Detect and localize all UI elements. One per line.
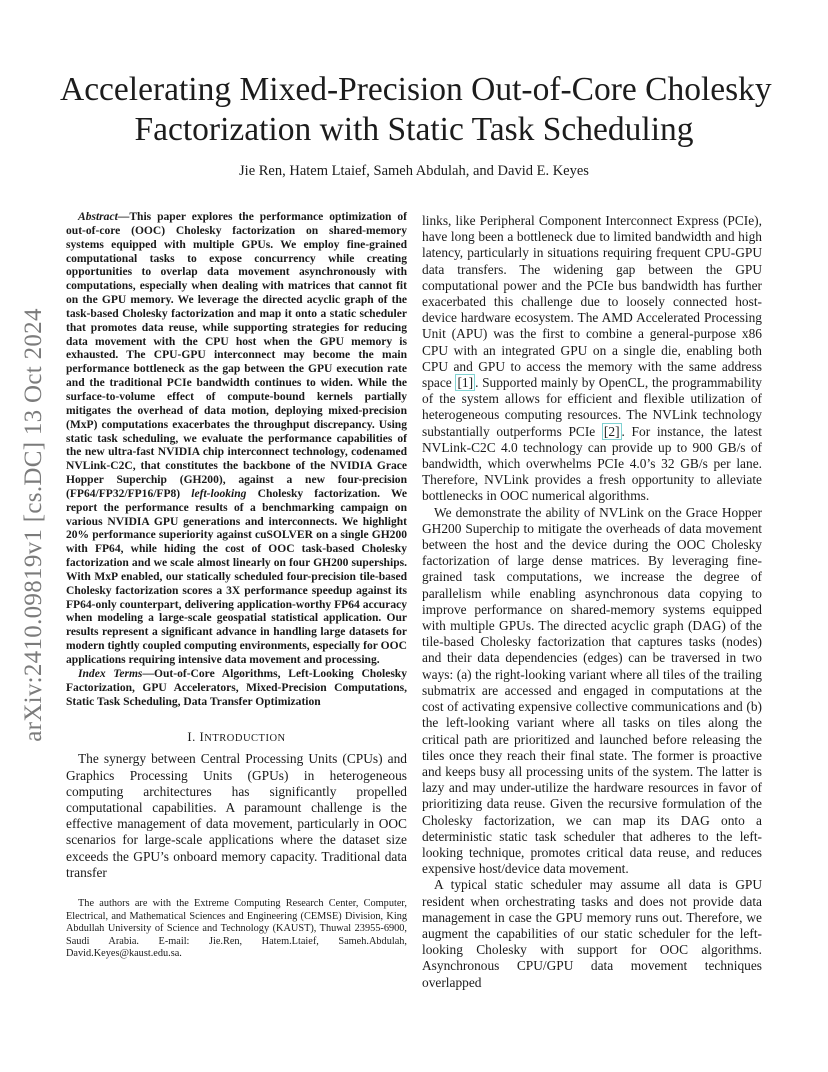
abstract-label: Abstract	[78, 211, 118, 223]
title-line-2: Factorization with Static Task Scheduling	[134, 111, 694, 148]
abstract-paragraph	[66, 211, 407, 668]
section-number: I.	[187, 730, 196, 745]
section-heading-introduction	[66, 730, 407, 745]
abstract-italic-term: left-looking	[191, 487, 247, 500]
abstract-text-part2: Cholesky factorization. We report the performance results of a benchmarking campaign on various NVIDIA GPU generations and interconnects. We highlight 20% performance superiority against cuSOLVER on a single GH200 with FP64, while hiding the cost of OOC task-based Cholesky factorization and we scale almost linearly on four GH200 superships. With MxP enabled, our statically scheduled four-precision tile-based Cholesky factorization scores a 3X performance speedup against its FP64-only counterpart, delivering application-worthy FP64 accuracy when modeling a large-scale geospatial statistical application. Our results represent a significant advance in handling large datasets for modern tightly coupled computing environments, especially for OOC applications requiring intensive data movement and processing.	[66, 487, 407, 666]
intro-paragraph-continued	[422, 213, 762, 505]
index-terms	[66, 668, 407, 710]
footnote-text: The authors are with the Extreme Computing Research Center, Computer, Electrical, and Mathematical Sciences and Engineering (CEMSE) Division, King Abdullah University of Science and Technology (KAUST), Thuwal 23955-6900, Saudi Arabia. E-mail: Jie.Ren, Hatem.Ltaief, Sameh.Abdulah, David.Keyes@kaust.edu.sa.	[66, 898, 407, 959]
title-line-1: Accelerating Mixed-Precision Out-of-Core Cholesky	[60, 71, 772, 108]
abstract	[66, 211, 407, 709]
index-terms-text: —Out-of-Core Algorithms, Left-Looking Cholesky Factorization, GPU Accelerators, Mixed-Precision Computations, Static Task Scheduling, Data Transfer Optimization	[66, 667, 408, 708]
author-affiliation-footnote	[66, 898, 407, 961]
introduction-left-text	[66, 751, 407, 881]
right-column	[422, 213, 762, 991]
abstract-text-part1: —This paper explores the performance optimization of out-of-core (OOC) Cholesky factorization on shared-memory systems equipped with multiple GPUs. We employ fine-grained computational tasks to expose concurrency while creating opportunities to overlap data movement asynchronously with computations, especially when dealing with matrices that cannot fit on the GPU memory. We leverage the directed acyclic graph of the task-based Cholesky factorization and map it onto a static scheduler that promotes data reuse, while supporting strategies for reducing data movement with the CPU host when the GPU memory is exhausted. The CPU-GPU interconnect may become the main performance bottleneck as the gap between the GPU execution rate and the traditional PCIe bandwidth continues to widen. While the surface-to-volume effect of compute-bound kernels partially mitigates the overhead of data motion, deploying mixed-precision (MxP) computations exacerbates the throughput discrepancy. Using static task scheduling, we evaluate the performance capabilities of the new ultra-fast NVIDIA chip interconnect technology, codenamed NVLink-C2C, that constitutes the backbone of the NVIDIA Grace Hopper Superchip (GH200), against a new four-precision (FP64/FP32/FP16/FP8)	[66, 211, 407, 500]
index-terms-label: Index Terms	[78, 667, 143, 680]
citation-link-2[interactable]: [2]	[603, 423, 620, 439]
intro-continued-part1: links, like Peripheral Component Interconnect Express (PCIe), have long been a bottleneck due to limited bandwidth and high latency, particularly in situations requiring frequent CPU-GPU data transfers. The widening gap between the GPU computational power and the PCIe bus bandwidth has further exacerbated this challenge due to loosely connected host-device hardware ecosystem. The AMD Accelerated Processing Unit (APU) was the first to combine a general-purpose x86 CPU with an integrated GPU on a single die, enabling both CPU and GPU to access the memory with the same address space	[422, 213, 762, 391]
section-title-rest: NTRODUCTION	[204, 733, 286, 745]
paper-title	[60, 70, 772, 150]
arxiv-identifier-text: arXiv:2410.09819v1 [cs.DC] 13 Oct 2024	[20, 308, 47, 742]
citation-link-1[interactable]: [1]	[457, 375, 474, 391]
intro-paragraph-1: The synergy between Central Processing Units (CPUs) and Graphics Processing Units (GPUs) in heterogeneous computing architectures has significantly propelled computational capabilities. A paramount challenge is the effective management of data movement, particularly in OOC scenarios for large-scale applications where the dataset size exceeds the GPU’s onboard memory capacity. Traditional data transfer	[66, 751, 407, 880]
introduction-right-text	[422, 213, 762, 991]
arxiv-identifier	[14, 290, 54, 760]
intro-paragraph-2: We demonstrate the ability of NVLink on the Grace Hopper GH200 Superchip to mitigate the overheads of data movement between the host and the device during the OOC Cholesky factorization of large dense matrices. By leveraging fine-grained task computations, we increase the degree of parallelism while enabling asynchronous data copying to improve performance on shared-memory systems equipped with multiple GPUs. The directed acyclic graph (DAG) of the tile-based Cholesky factorization that captures tasks (nodes) and their data dependencies (edges) can be traversed in two ways: (a) the right-looking variant where all tiles of the trailing submatrix are accessed and engaged in computations at the cost of activating expensive collective communications and (b) the left-looking variant where all tasks on tiles along the critical path are prioritized and launched before releasing the tiles once they reach their final state. The former is proactive and keeps busy all processing units of the system. The latter is lazy and may under-utilize the hardware resources in favor of prioritizing data reuse. Given the recursive formulation of the Cholesky factorization, we can map its DAG onto a deterministic static task scheduler that adheres to the left-looking technique, promotes critical data reuse, and reduces expensive host/device data movement.	[422, 504, 762, 877]
intro-continued-part3: . For instance, the latest NVLink-C2C 4.0 technology can provide up to 900 GB/s of bandwidth, which overwhelms PCIe 4.0’s 32 GB/s per lane. Therefore, NVLink provides a fresh opportunity to alleviate bottlenecks in OOC numerical algorithms.	[422, 423, 762, 504]
author-list: Jie Ren, Hatem Ltaief, Sameh Abdulah, and David E. Keyes	[239, 163, 589, 179]
intro-continued-part2: . Supported mainly by OpenCL, the programmability of the system allows for efficient and flexible utilization of heterogeneous computing resources. The NVLink technology substantially outperforms PCIe	[422, 375, 762, 439]
intro-paragraph-3: A typical static scheduler may assume all data is GPU resident when orchestrating tasks and does not provide data management in case the GPU memory runs out. Therefore, we augment the capabilities of our static scheduler for the left-looking Cholesky with support for OOC algorithms. Asynchronous CPU/GPU data movement techniques overlapped	[422, 877, 762, 990]
left-column	[66, 211, 407, 881]
section-title-initial: I	[199, 730, 205, 745]
